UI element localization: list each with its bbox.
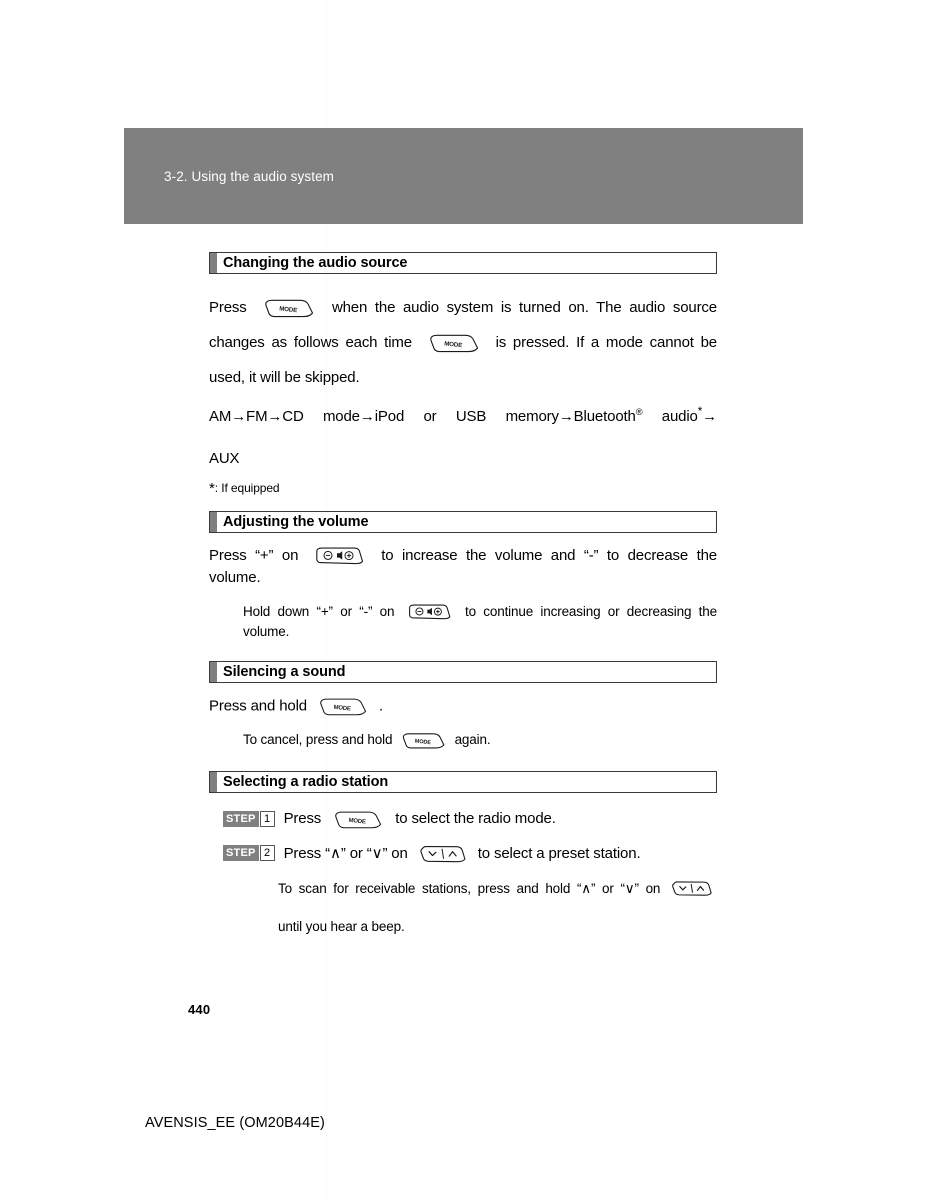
section-header-adjusting-volume xyxy=(209,511,717,533)
source-chain-tail: audio xyxy=(642,408,698,425)
paragraph-adjusting-volume xyxy=(209,545,717,589)
section-title: Silencing a sound xyxy=(223,664,346,681)
step-badge-number: 2 xyxy=(260,845,275,861)
step-badge-label: STEP xyxy=(223,811,259,827)
press-hold-period: . xyxy=(379,697,384,715)
page-number: 440 xyxy=(188,1002,211,1017)
scan-text: To scan for receivable stations, press and hold “∧” or “∨” on xyxy=(278,880,661,896)
footnote-text: : If equipped xyxy=(214,481,280,495)
mode-switch-icon[interactable] xyxy=(428,331,480,355)
paragraph-silencing xyxy=(209,695,717,718)
step-1-text-tail: to select the radio mode. xyxy=(395,810,556,828)
cancel-text: To cancel, press and hold xyxy=(243,732,393,748)
paragraph-changing-source xyxy=(209,290,717,395)
volume-switch-icon[interactable] xyxy=(408,602,452,622)
section-accent-bar xyxy=(210,662,217,682)
section-accent-bar xyxy=(210,253,217,273)
chapter-label: 3-2. Using the audio system xyxy=(164,169,335,184)
volume-press-text-tail: to increase the volume and “-” to decrease the volume. xyxy=(209,547,717,587)
footnote-asterisk: * xyxy=(209,480,215,497)
svg-text:MODE: MODE xyxy=(414,739,431,747)
step-badge-label: STEP xyxy=(223,845,259,861)
section-header-silencing-sound xyxy=(209,661,717,683)
mode-switch-icon[interactable] xyxy=(401,730,446,751)
hold-down-text: Hold down “+” or “-” on xyxy=(243,604,395,620)
cancel-text-tail: again. xyxy=(454,732,491,748)
sub-paragraph-cancel-silence xyxy=(243,730,717,751)
section-title: Changing the audio source xyxy=(223,255,408,271)
step-badge-2 xyxy=(223,837,275,869)
press-text-tail: is pressed. If a mode cannot be used, it will be skipped. xyxy=(209,334,717,386)
preset-seek-switch-icon[interactable] xyxy=(671,879,713,898)
step-1-text: Press xyxy=(283,810,322,828)
section-accent-bar xyxy=(210,772,217,792)
section-title: Selecting a radio station xyxy=(223,774,389,791)
press-text: Press xyxy=(209,299,247,316)
svg-text:MODE: MODE xyxy=(443,340,463,350)
step-row-2 xyxy=(223,838,717,870)
svg-text:MODE: MODE xyxy=(348,817,367,826)
sub-paragraph-scan-stations xyxy=(278,879,717,937)
mode-switch-icon[interactable] xyxy=(318,695,368,718)
source-chain-main: AM→FM→CD mode→iPod or USB memory→Bluetooth xyxy=(209,408,636,425)
mode-switch-icon[interactable] xyxy=(333,808,383,831)
press-hold-text: Press and hold xyxy=(209,697,307,715)
svg-text:MODE: MODE xyxy=(279,305,298,315)
section-accent-bar xyxy=(210,512,217,532)
mode-switch-icon[interactable] xyxy=(263,296,315,320)
step-2-text-tail: to select a preset station. xyxy=(477,844,641,862)
section-header-selecting-radio-station xyxy=(209,771,717,793)
asterisk-mark: * xyxy=(697,405,703,418)
volume-switch-icon[interactable] xyxy=(315,545,365,567)
preset-seek-switch-icon[interactable] xyxy=(419,843,467,865)
svg-text:MODE: MODE xyxy=(333,705,352,714)
press-text-continued: when the audio system is turned on. The audio source changes as follows each time xyxy=(209,299,717,351)
registered-mark: ® xyxy=(635,407,643,417)
audio-source-chain xyxy=(209,401,717,469)
chapter-band xyxy=(124,128,803,224)
footnote-if-equipped xyxy=(209,480,717,497)
step-2-text: Press “∧” or “∨” on xyxy=(283,844,408,862)
step-badge-number: 1 xyxy=(260,811,275,827)
volume-press-text: Press “+” on xyxy=(209,547,299,564)
content-column xyxy=(209,252,717,936)
step-row-1 xyxy=(223,803,717,835)
sub-paragraph-hold-volume xyxy=(243,602,717,641)
source-chain-arrow: → xyxy=(702,408,717,425)
document-footer: AVENSIS_EE (OM20B44E) xyxy=(145,1115,325,1131)
section-title: Adjusting the volume xyxy=(223,514,369,530)
step-badge-1 xyxy=(223,803,275,835)
scan-text-tail: until you hear a beep. xyxy=(278,919,405,935)
source-chain-last: AUX xyxy=(209,450,240,467)
section-header-changing-audio-source xyxy=(209,252,717,274)
hold-down-text-tail: to continue increasing or decreasing the volume. xyxy=(243,604,717,640)
